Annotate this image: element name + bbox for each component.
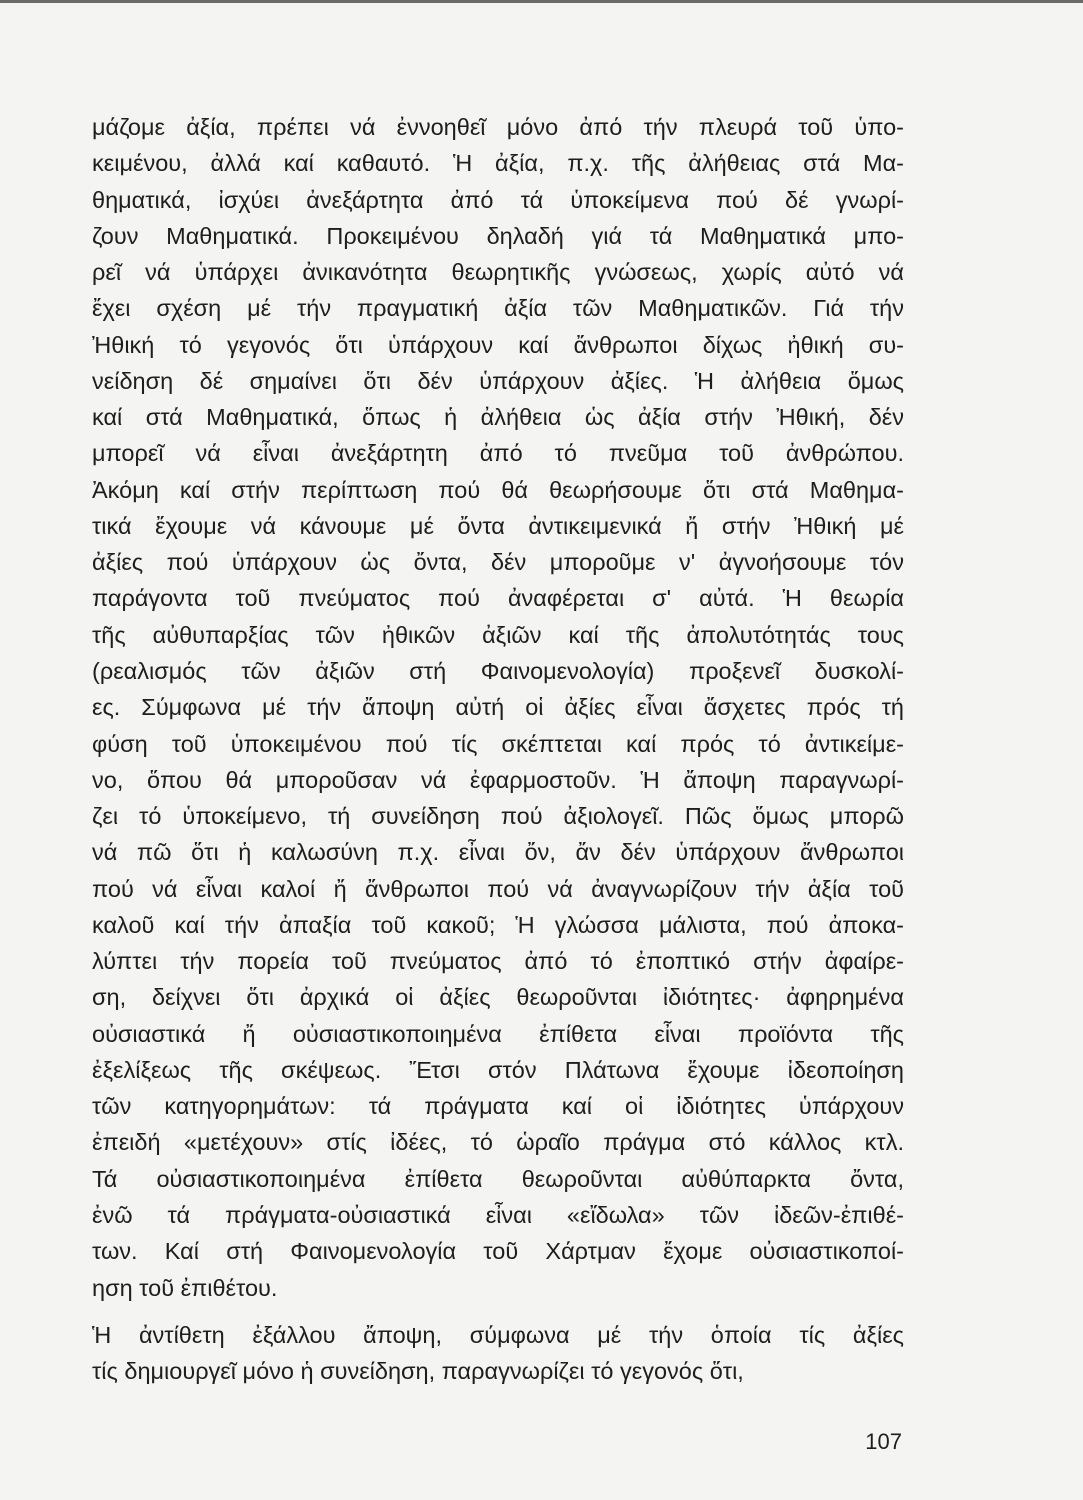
text-line: τίς δημιουργεῖ μόνο ἡ συνείδηση, παραγνωρίζει τό γεγονός ὅτι,: [92, 1358, 744, 1385]
text-line: Ἀκόμη καί στήν περίπτωση πού θά θεωρήσουμε ὅτι στά Μαθημα-: [92, 476, 904, 503]
text-line: ζουν Μαθηματικά. Προκειμένου δηλαδή γιά τά Μαθηματικά μπο-: [92, 222, 904, 249]
text-line: παράγοντα τοῦ πνεύματος πού ἀναφέρεται σ' αὐτά. Ἡ θεωρία: [92, 585, 904, 612]
text-line: μάζομε ἀξία, πρέπει νά ἐννοηθεῖ μόνο ἀπό τήν πλευρά τοῦ ὑπο-: [92, 114, 904, 140]
text-line: κειμένου, ἀλλά καί καθαυτό. Ἡ ἀξία, π.χ. τῆς ἀλήθειας στά Μα-: [92, 150, 904, 177]
text-line: λύπτει τήν πορεία τοῦ πνεύματος ἀπό τό ἐποπτικό στήν ἀφαίρε-: [92, 948, 904, 975]
text-line: (ρεαλισμός τῶν ἀξιῶν στή Φαινομενολογία) προξενεῖ δυσκολί-: [92, 657, 904, 684]
text-line: θηματικά, ἰσχύει ἀνεξάρτητα ἀπό τά ὑποκείμενα πού δέ γνωρί-: [92, 186, 904, 213]
text-line: ἐξελίξεως τῆς σκέψεως. Ἔτσι στόν Πλάτωνα ἔχουμε ἰδεοποίηση: [92, 1056, 904, 1083]
text-line: τῶν κατηγορημάτων: τά πράγματα καί οἱ ἰδιότητες ὑπάρχουν: [92, 1093, 904, 1120]
text-line: ση, δείχνει ὅτι ἀρχικά οἱ ἀξίες θεωροῦνται ἰδιότητες· ἀφηρημένα: [92, 984, 904, 1011]
text-line: ἐπειδή «μετέχουν» στίς ἰδέες, τό ὡραῖο πράγμα στό κάλλος κτλ.: [92, 1129, 904, 1156]
text-line: ες. Σύμφωνα μέ τήν ἄποψη αὐτή οἱ ἀξίες εἶναι ἄσχετες πρός τή: [92, 694, 904, 721]
text-line: νείδηση δέ σημαίνει ὅτι δέν ὑπάρχουν ἀξίες. Ἡ ἀλήθεια ὅμως: [92, 367, 904, 394]
text-line: ηση τοῦ ἐπιθέτου.: [92, 1274, 278, 1301]
text-line: ρεῖ νά ὑπάρχει ἀνικανότητα θεωρητικῆς γνώσεως, χωρίς αὐτό νά: [92, 259, 904, 286]
text-line: ἐνῶ τά πράγματα-οὐσιαστικά εἶναι «εἴδωλα» τῶν ἰδεῶν-ἐπιθέ-: [92, 1201, 904, 1228]
text-line: ζει τό ὑποκείμενο, τή συνείδηση πού ἀξιολογεῖ. Πῶς ὅμως μπορῶ: [92, 803, 904, 830]
page-number: 107: [865, 1429, 902, 1454]
text-line: οὐσιαστικά ἤ οὐσιαστικοποιημένα ἐπίθετα εἶναι προϊόντα τῆς: [92, 1020, 904, 1047]
text-line: Ἠθική τό γεγονός ὅτι ὑπάρχουν καί ἄνθρωποι δίχως ἠθική συ-: [92, 331, 904, 358]
text-line: Τά οὐσιαστικοποιημένα ἐπίθετα θεωροῦνται αὐθύπαρκτα ὄντα,: [92, 1165, 904, 1192]
text-line: νά πῶ ὅτι ἡ καλωσύνη π.χ. εἶναι ὄν, ἄν δέν ὑπάρχουν ἄνθρωποι: [92, 839, 904, 866]
text-line: των. Καί στή Φαινομενολογία τοῦ Χάρτμαν ἔχομε οὐσιαστικοποί-: [92, 1238, 904, 1265]
text-line: μπορεῖ νά εἶναι ἀνεξάρτητη ἀπό τό πνεῦμα τοῦ ἀνθρώπου.: [92, 440, 904, 467]
text-line: καί στά Μαθηματικά, ὅπως ἡ ἀλήθεια ὡς ἀξία στήν Ἠθική, δέν: [92, 404, 904, 431]
text-line: φύση τοῦ ὑποκειμένου πού τίς σκέπτεται καί πρός τό ἀντικείμε-: [92, 730, 904, 757]
text-line: τῆς αὐθυπαρξίας τῶν ἠθικῶν ἀξιῶν καί τῆς ἀπολυτότητάς τους: [92, 621, 904, 648]
text-line: Ἡ ἀντίθετη ἐξάλλου ἄποψη, σύμφωνα μέ τήν ὁποία τίς ἀξίες: [92, 1322, 904, 1348]
body-paragraph-1: [92, 109, 904, 1306]
page-top-border: [0, 0, 1083, 3]
text-line: ἀξίες πού ὑπάρχουν ὡς ὄντα, δέν μποροῦμε ν' ἀγνοήσουμε τόν: [92, 549, 904, 576]
body-paragraph-2: [92, 1317, 904, 1390]
text-line: τικά ἔχουμε νά κάνουμε μέ ὄντα ἀντικειμενικά ἤ στήν Ἠθική μέ: [92, 512, 904, 539]
text-line: ἔχει σχέση μέ τήν πραγματική ἀξία τῶν Μαθηματικῶν. Γιά τήν: [92, 295, 904, 322]
text-line: καλοῦ καί τήν ἀπαξία τοῦ κακοῦ; Ἡ γλώσσα μάλιστα, πού ἀποκα-: [92, 911, 904, 938]
text-line: νο, ὅπου θά μποροῦσαν νά ἐφαρμοστοῦν. Ἡ ἄποψη παραγνωρί-: [92, 766, 904, 793]
text-line: πού νά εἶναι καλοί ἤ ἄνθρωποι πού νά ἀναγνωρίζουν τήν ἀξία τοῦ: [92, 875, 904, 902]
